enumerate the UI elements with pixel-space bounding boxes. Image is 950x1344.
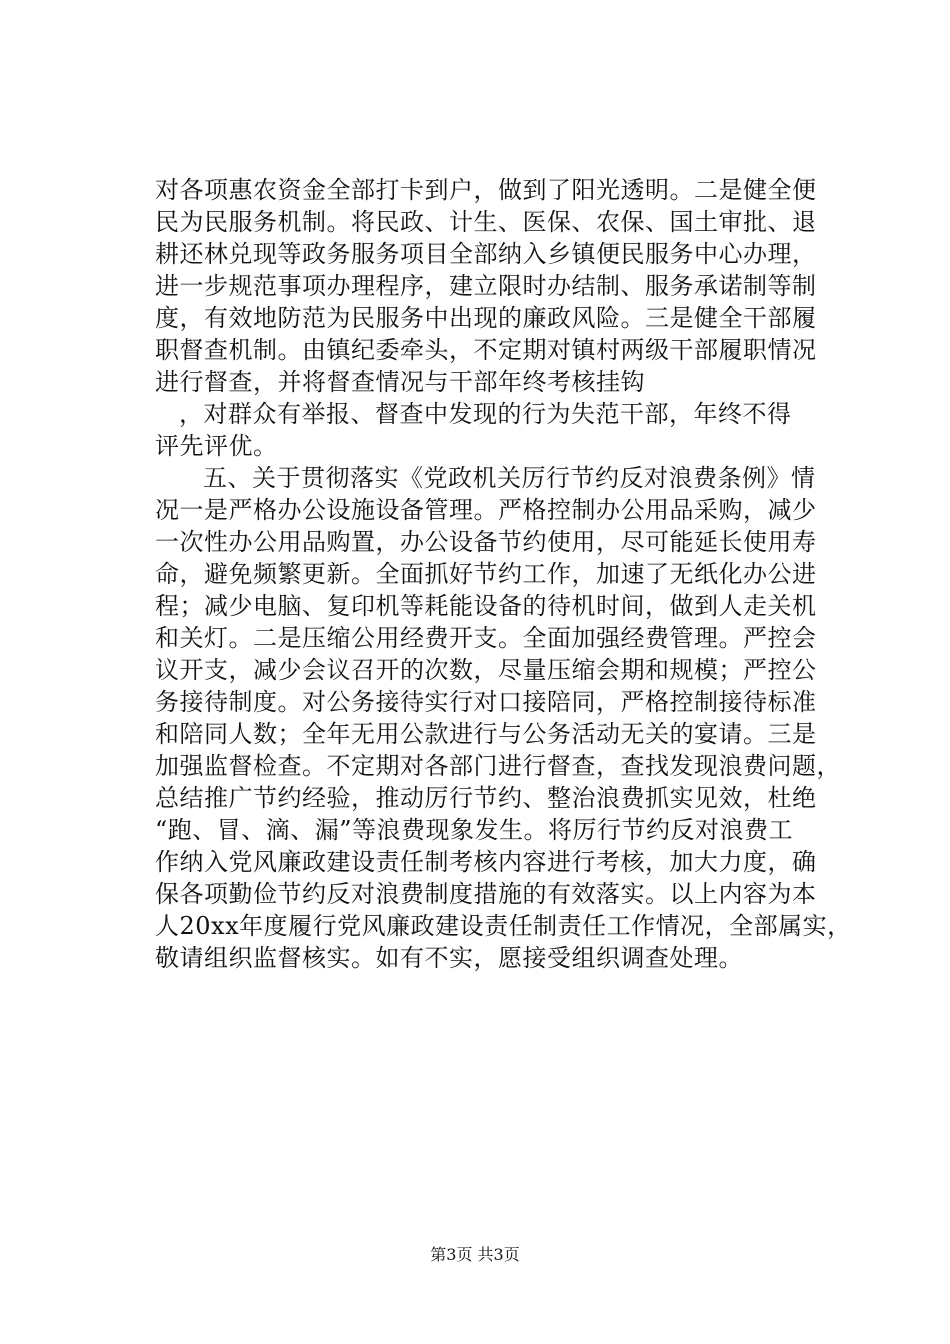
text-line: 程；减少电脑、复印机等耗能设备的待机时间，做到人走关机 [155,592,817,620]
paragraph-heading-line: 五、关于贯彻落实《党政机关厉行节约反对浪费条例》情 [203,464,816,492]
text-line: 职督查机制。由镇纪委牵头，不定期对镇村两级干部履职情况 [155,336,817,364]
text-line: 度，有效地防范为民服务中出现的廉政风险。三是健全干部履 [155,304,817,332]
text-line: 作纳入党风廉政建设责任制考核内容进行考核，加大力度，确 [155,848,817,876]
text-line: 进行督查，并将督查情况与干部年终考核挂钩 [155,368,645,396]
text-line: 保各项勤俭节约反对浪费制度措施的有效落实。以上内容为本 [155,880,817,908]
text-line: 议开支，减少会议召开的次数，尽量压缩会期和规模；严控公 [155,656,817,684]
text-line: 和关灯。二是压缩公用经费开支。全面加强经费管理。严控会 [155,624,817,652]
text-line: 民为民服务机制。将民政、计生、医保、农保、国土审批、退 [155,208,817,236]
text-line: 耕还林兑现等政务服务项目全部纳入乡镇便民服务中心办理， [155,240,817,268]
page-number-footer: 第3页 共3页 [430,1245,520,1264]
text-line: “跑、冒、滴、漏”等浪费现象发生。将厉行节约反对浪费工 [155,816,794,844]
text-line: 命，避免频繁更新。全面抓好节约工作，加速了无纸化办公进 [155,560,817,588]
text-line: 评先评优。 [155,432,278,460]
text-line: 加强监督检查。不定期对各部门进行督查，查找发现浪费问题， [155,752,841,780]
text-line: ，对群众有举报、督查中发现的行为失范干部，年终不得 [179,400,792,428]
text-line: 况一是严格办公设施设备管理。严格控制办公用品采购，减少 [155,496,817,524]
text-line: 和陪同人数；全年无用公款进行与公务活动无关的宴请。三是 [155,720,817,748]
text-line: 一次性办公用品购置，办公设备节约使用，尽可能延长使用寿 [155,528,817,556]
text-line: 人20xx年度履行党风廉政建设责任制责任工作情况，全部属实， [155,912,852,940]
text-line: 对各项惠农资金全部打卡到户，做到了阳光透明。二是健全便 [155,176,817,204]
text-line: 务接待制度。对公务接待实行对口接陪同，严格控制接待标准 [155,688,817,716]
text-line: 总结推广节约经验，推动厉行节约、整治浪费抓实见效，杜绝 [155,784,817,812]
text-line: 敬请组织监督核实。如有不实，愿接受组织调查处理。 [155,944,743,972]
text-line: 进一步规范事项办理程序，建立限时办结制、服务承诺制等制 [155,272,817,300]
